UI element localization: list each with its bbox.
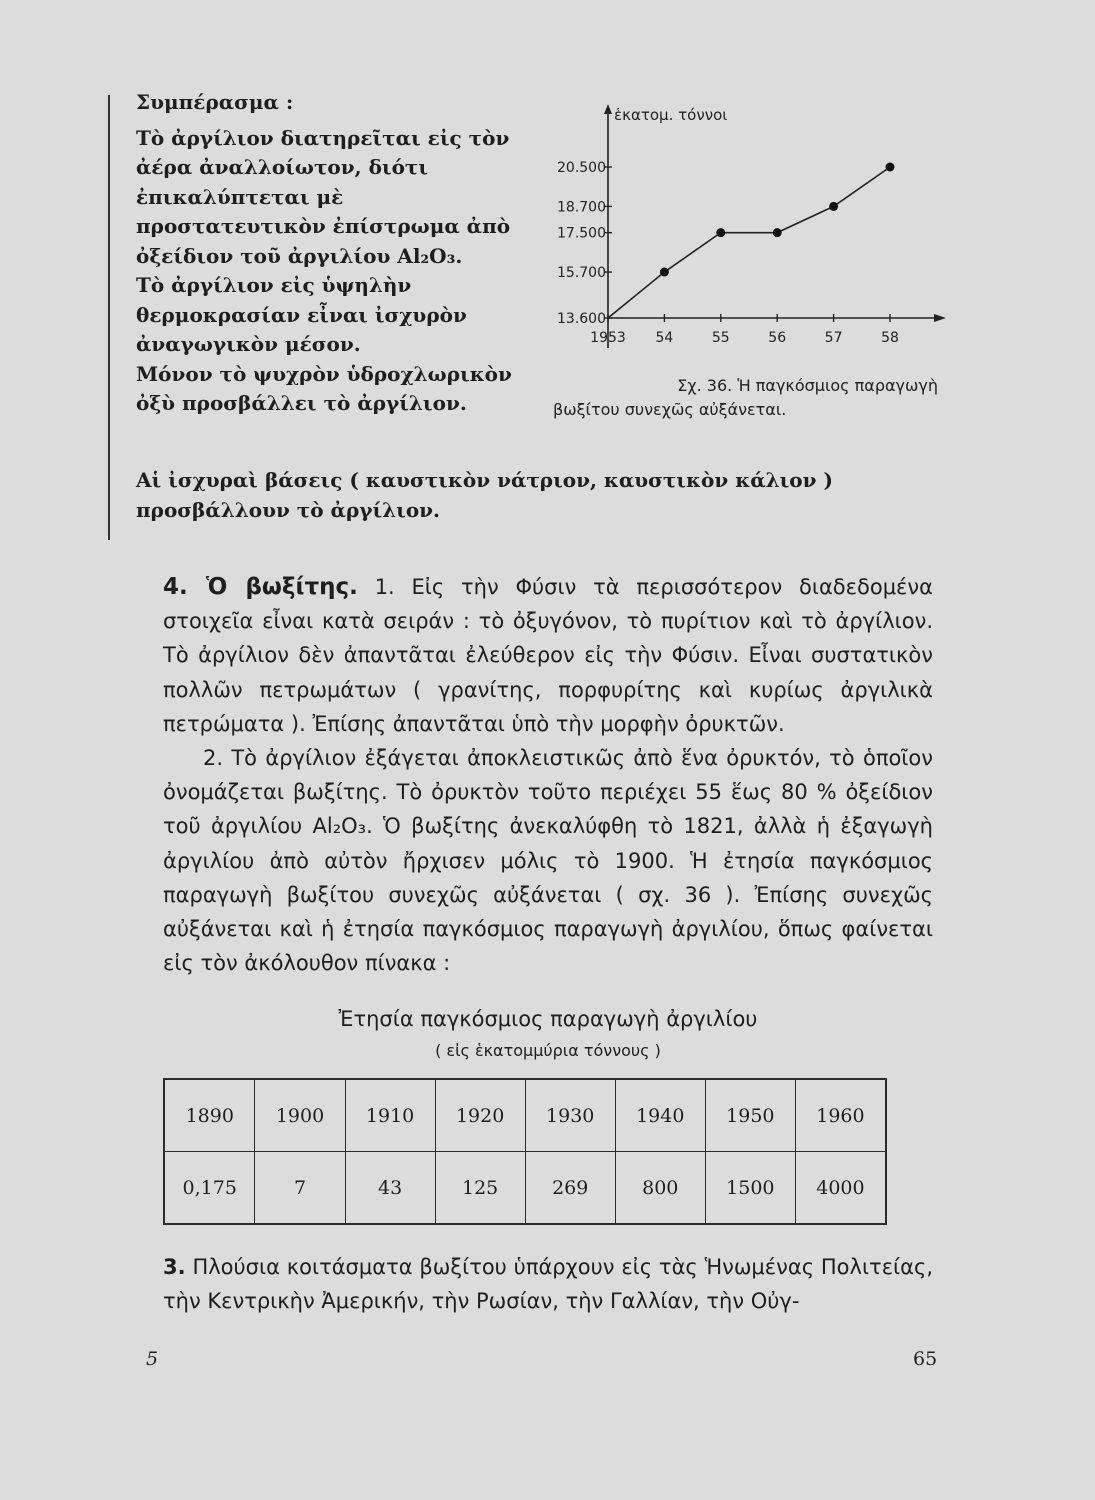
x-tick-label: 57 [824,330,843,346]
caption-line: βωξίτου συνεχῶς αὐξάνεται. [553,400,787,419]
table-row [164,1152,886,1225]
series-line [608,167,890,318]
table-cell-year: 1910 [345,1079,435,1152]
paragraph: 2. Τὸ ἀργίλιον ἐξάγεται ἀποκλειστικῶς ἀπὸ ἕνα ὀρυκτόν, τὸ ὁποῖον ὀνομάζεται βωξίτης. Τὸ ὀρυκτὸν τοῦτο περιέχει 55 ἕως 80 % ὀξείδιον τοῦ ἀργιλίου Al₂O₃. Ὁ βωξίτης ἀνεκαλύφθη τὸ 1821, ἀλλὰ ἡ ἐξαγωγὴ ἀργιλίου ἀπὸ αὐτὸν ἤρχισεν μόλις τὸ 1900. Ἡ ἐτησία παγκόσμιος παραγωγὴ βωξίτου συνεχῶς αὐξάνεται ( σχ. 36 ). Ἐπίσης συνεχῶς αὐξάνεται καὶ ἡ ἐτησία παγκόσμιος παραγωγὴ ἀργιλίου, ὅπως φαίνεται εἰς τὸν ἀκόλουθον πίνακα : [163,746,933,976]
table-cell-value: 7 [255,1152,345,1225]
table-subtitle: ( εἰς ἑκατομμύρια τόννους ) [435,1041,661,1060]
summary-paragraph: Μόνον τὸ ψυχρὸν ὑδροχλωρικὸν ὀξὺ προσβάλλει τὸ ἀργίλιον. [136,361,512,415]
y-tick-label: 18.700 [557,199,606,216]
summary-paragraph: Τὸ ἀργίλιον διατηρεῖται εἰς τὸν ἀέρα ἀναλλοίωτον, διότι ἐπικαλύπτεται μὲ προστατευτικὸν ἐπίστρωμα ἀπὸ ὀξείδιον τοῦ ἀργιλίου Al₂O₃. [136,125,511,268]
y-tick-label: 20.500 [557,160,606,176]
x-tick-label: 58 [881,330,899,346]
table-cell-value: 269 [525,1152,615,1225]
x-tick-label: 56 [768,330,787,346]
table-cell-value: 0,175 [164,1152,255,1225]
y-axis-label: ἑκατομ. τόννοι [614,106,728,124]
table-cell-year: 1920 [435,1079,525,1152]
paragraph: 1. Εἰς τὴν Φύσιν τὰ περισσότερον διαδεδομένα στοιχεῖα εἶναι κατὰ σειράν : τὸ ὀξυγόνον, τὸ πυρίτιον καὶ τὸ ἀργίλιον. Τὸ ἀργίλιον δὲν ἀπαντᾶται ἐλεύθερον εἰς τὴν Φύσιν. Εἶναι συστατικὸν πολλῶν πετρωμάτων ( γρανίτης, πορφυρίτης καὶ κυρίως ἀργιλικὰ πετρώματα ). Ἐπίσης ἀπαντᾶται ὑπὸ τὴν μορφὴν ὀρυκτῶν. [163,575,933,736]
x-axis-arrow [934,314,946,322]
paragraph-3 [163,1250,933,1318]
table-cell-value: 1500 [705,1152,795,1225]
figure-caption [553,374,938,422]
signature-mark: 5 [146,1348,159,1370]
data-point [829,202,838,211]
summary-paragraph: Αἱ ἰσχυραὶ βάσεις ( καυστικὸν νάτριον, καυστικὸν κάλιον ) προσβάλλουν τὸ ἀργίλιον. [136,468,833,522]
table-cell-value: 125 [435,1152,525,1225]
data-point [716,228,725,237]
y-axis-arrow [604,104,612,114]
table-row [164,1079,886,1152]
table-cell-year: 1890 [164,1079,255,1152]
table-cell-year: 1930 [525,1079,615,1152]
paragraph: Πλούσια κοιτάσματα βωξίτου ὑπάρχουν εἰς τὰς Ἡνωμένας Πολιτείας, τὴν Κεντρικὴν Ἀμερικήν, τὴν Ρωσίαν, τὴν Γαλλίαν, τὴν Οὐγ- [163,1255,933,1313]
production-table [163,1078,887,1225]
caption-line: Σχ. 36. Ἡ παγκόσμιος παραγωγὴ [677,376,938,395]
table-title: Ἐτησία παγκόσμιος παραγωγὴ ἀργιλίου [338,1007,758,1031]
summary-box [136,88,526,419]
y-tick-label: 17.500 [557,225,606,242]
data-point [660,268,669,277]
margin-rule [108,95,110,540]
y-tick-label: 13.600 [557,311,606,327]
section-4 [163,570,933,980]
page-number: 65 [913,1348,938,1370]
data-point [773,228,782,237]
table-cell-year: 1940 [615,1079,705,1152]
data-point [886,163,895,172]
bauxite-production-chart [530,100,950,350]
table-cell-value: 800 [615,1152,705,1225]
table-cell-year: 1960 [795,1079,886,1152]
summary-title: Συμπέρασμα : [136,90,294,114]
table-cell-year: 1950 [705,1079,795,1152]
table-cell-value: 4000 [795,1152,886,1225]
summary-paragraph: Τὸ ἀργίλιον εἰς ὑψηλὴν θερμοκρασίαν εἶναι ἰσχυρὸν ἀναγωγικὸν μέσον. [136,273,467,356]
x-tick-label: 1953 [590,330,626,346]
table-cell-value: 43 [345,1152,435,1225]
x-tick-label: 55 [711,330,730,346]
paragraph-number: 3. [163,1255,186,1279]
y-tick-label: 15.700 [557,265,606,282]
section-heading: 4. Ὁ βωξίτης. [163,574,358,600]
x-tick-label: 54 [655,330,674,346]
table-cell-year: 1900 [255,1079,345,1152]
